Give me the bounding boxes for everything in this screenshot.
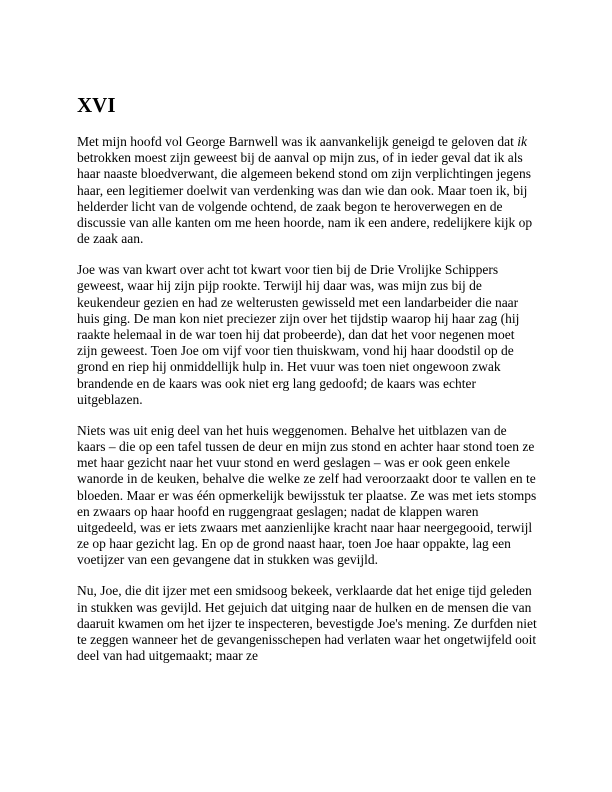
paragraph-4: Nu, Joe, die dit ijzer met een smidsoog bekeek, verklaarde dat het enige tijd geleden in stukken was gevijld. Het gejuich dat uitging naar de hulken en de mensen die van daaruit kwamen om het ijzer te inspecteren, bevestigde Joe's mening. Ze durfden niet te zeggen wanneer het de gevangenisschepen had verlaten waar het ongetwijfeld ooit deel van had uitgemaakt; maar ze — [77, 583, 537, 664]
chapter-body — [77, 93, 537, 679]
paragraph-1-text-start: Met mijn hoofd vol George Barnwell was ik aanvankelijk geneigd te geloven dat — [77, 134, 518, 149]
paragraph-1-italic-word: ik — [517, 134, 528, 149]
chapter-title: XVI — [77, 93, 116, 117]
paragraph-2: Joe was van kwart over acht tot kwart voor tien bij de Drie Vrolijke Schippers geweest, waar hij zijn pijp rookte. Terwijl hij daar was, was mijn zus bij de keukendeur gezien en had ze welterusten gewisseld met een landarbeider die naar huis ging. De man kon niet preciezer zijn over het tijdstip waarop hij haar zag (hij raakte helemaal in de war toen hij dat probeerde), dan dat het voor negenen moet zijn geweest. Toen Joe om vijf voor tien thuiskwam, vond hij haar doodstil op de grond en riep hij onmiddellijk hulp in. Het vuur was toen niet ongewoon zwak brandende en de kaars was ook niet erg lang gedoofd; de kaars was echter uitgeblazen. — [77, 262, 520, 407]
paragraph-1 — [77, 134, 537, 247]
paragraph-1-text-end: betrokken moest zijn geweest bij de aanval op mijn zus, of in ieder geval dat ik als haar naaste bloedverwant, die algemeen bekend stond om zijn verplichtingen jegens haar, een legitiemer doelwit van verdenking was dan wie dan ook. Maar toen ik, bij helderder licht van de volgende ochtend, de zaak begon te heroverwegen en de discussie van alle kanten om me heen hoorde, nam ik een andere, redelijkere kijk op de zaak aan. — [77, 150, 533, 247]
paragraph-3: Niets was uit enig deel van het huis weggenomen. Behalve het uitblazen van de kaars – die op een tafel tussen de deur en mijn zus stond en achter haar stond toen ze met haar gezicht naar het vuur stond en werd geslagen – was er ook geen enkele wanorde in de keuken, behalve die welke ze zelf had veroorzaakt door te vallen en te bloeden. Maar er was één opmerkelijk bewijsstuk ter plaatse. Ze was met iets stomps en zwaars op haar hoofd en ruggengraat geslagen; nadat de klappen waren uitgedeeld, was er iets zwaars met aanzienlijke kracht naar haar neergegooid, terwijl ze op haar gezicht lag. En op de grond naast haar, toen Joe haar oppakte, lag een voetijzer van een gevangene dat in stukken was gevijld. — [77, 422, 537, 568]
